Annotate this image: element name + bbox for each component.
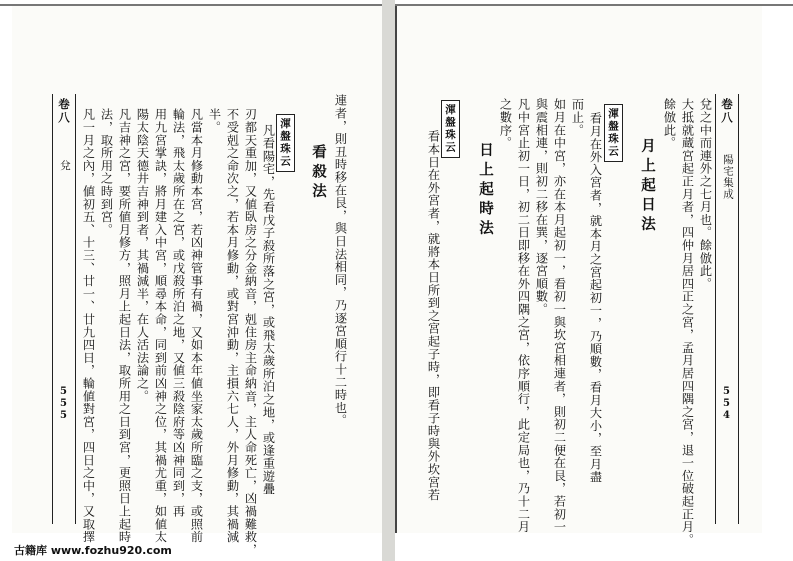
right-page: [395, 6, 762, 546]
left-col-10: 凡吉神之宮，要所値月修方，照月上起日法，取所用之日到宮，更照日上起時: [117, 108, 132, 544]
left-col-11: 法，取所用之時到宮。: [99, 108, 114, 236]
left-chapter-label: 卷八: [57, 98, 71, 125]
left-side-tab: [52, 94, 76, 524]
right-box-label-2: 渾盤珠云: [441, 100, 460, 158]
left-col-7: 輪法，飛太歲所在之宮，或戊殺所泊之地，又値三殺陰府等凶神同到，再: [171, 108, 186, 518]
right-chapter-label: 卷八: [720, 98, 734, 125]
right-page-number: 554: [721, 386, 732, 422]
right-col-9: 之數序。: [498, 98, 513, 150]
right-section-label: 陽宅集成: [722, 154, 734, 200]
left-col-4: 不受剋之命次之，若本月修動，或對宮沖動，主損六七人，外月修動，其禍減: [225, 108, 240, 544]
left-col-8: 用九宮掌訣，將月建入中宮，順尋本命，同到前凶神之位，其禍尤重，如値太: [153, 108, 168, 544]
right-heading-month: 月上起日法: [639, 138, 656, 236]
book-gutter: [382, 0, 395, 561]
right-col-3: 餘倣此。: [662, 98, 677, 150]
left-col-6: 凡當本月修動本宮，若凶神管事有禍，又如本年値坐家太歲所臨之支，或照前: [189, 108, 204, 544]
left-col-9: 陽太陰天德井吉神到者，其禍減半，在人活法論之。: [135, 108, 150, 403]
left-heading: 看殺法: [310, 144, 327, 203]
right-col-1: 兌之中而連外之七月也。餘倣此。: [698, 98, 713, 290]
right-col-6: 如月在中宮，亦在本月起初一，看初一與坎宮相連者，則初二便在艮，若初一: [552, 98, 567, 534]
right-col-2: 大抵就蔵宮起正月者，四仲月居四正之宮，孟月居四隅之宮，退一位破起正月。: [680, 98, 695, 546]
left-col-2: 凡看陽宅，先看戊子殺所落之宮，或飛太歲所泊之地，或逢重遊疊: [261, 124, 276, 496]
right-col-7: 與震相連，則初二移在巽，逐宮順數。: [534, 98, 549, 316]
left-col-5: 半。: [207, 108, 222, 134]
left-col-3: 刃都天重加，又値臥房之分金納音，剋住房主命納音，主人命死亡，凶禍難救，: [243, 108, 258, 556]
right-box-label-1: 渾盤珠云: [604, 104, 623, 162]
right-col-10: 看本日在外宮者，就將本日所到之宮起子時，即看子時與外坎宮若: [426, 130, 441, 502]
left-page-number: 555: [58, 386, 69, 422]
left-col-12: 凡一月之內，値初五、十三、廿一、廿九四日，輪値對宮，四日之中，又取擇: [81, 108, 96, 544]
right-col-4: 看月在外入宮者，就本月之宮起初一，乃順數，看月大小，至月盡: [588, 112, 603, 484]
watermark-footer: 古籍库 www.fozhu920.com: [14, 544, 172, 557]
right-col-5: 而止。: [570, 98, 585, 137]
left-col-1: 連者，則丑時移在艮，與日法相同，乃逐宮順行十二時也。: [333, 94, 348, 427]
right-col-8: 凡中宮止初一日，初二日即移在外四隅之宮，依序順行，此定局也，乃十二月: [516, 98, 531, 534]
left-section-label: 兌: [59, 160, 71, 172]
right-side-tab: [715, 94, 739, 524]
right-heading-day: 日上起時法: [477, 142, 494, 240]
left-box-label: 渾盤珠云: [276, 114, 295, 172]
